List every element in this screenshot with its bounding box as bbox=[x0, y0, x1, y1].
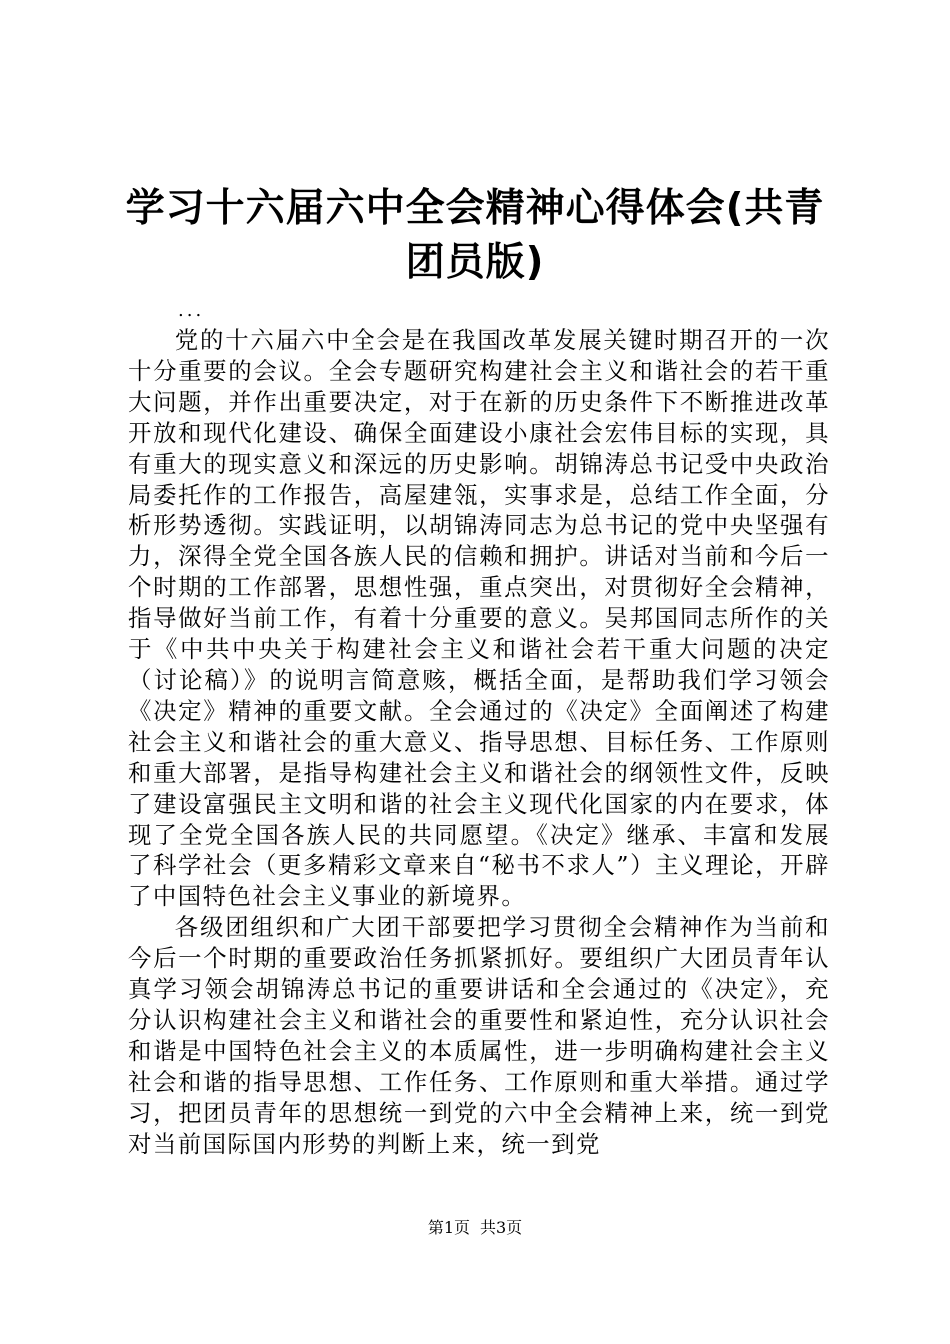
ellipsis-mark: ... bbox=[178, 300, 205, 321]
paragraph-1: 党的十六届六中全会是在我国改革发展关键时期召开的一次十分重要的会议。全会专题研究构建社会主义和谐社会的若干重大问题，并作出重要决定，对于在新的历史条件下不断推进改革开放和现代化建设、确保全面建设小康社会宏伟目标的实现，具有重大的现实意义和深远的历史影响。胡锦涛总书记受中央政治局委托作的工作报告，高屋建瓴，实事求是，总结工作全面，分析形势透彻。实践证明，以胡锦涛同志为总书记的党中央坚强有力，深得全党全国各族人民的信赖和拥护。讲话对当前和今后一个时期的工作部署，思想性强，重点突出，对贯彻好全会精神，指导做好当前工作，有着十分重要的意义。吴邦国同志所作的关于《中共中央关于构建社会主义和谐社会若干重大问题的决定（讨论稿）》的说明言简意赅，概括全面，是帮助我们学习领会《决定》精神的重要文献。全会通过的《决定》全面阐述了构建社会主义和谐社会的重大意义、指导思想、目标任务、工作原则和重大部署，是指导构建社会主义和谐社会的纲领性文件，反映了建设富强民主文明和谐的社会主义现代化国家的内在要求，体现了全党全国各族人民的共同愿望。《决定》继承、丰富和发展了科学社会（更多精彩文章来自“秘书不求人”）主义理论，开辟了中国特色社会主义事业的新境界。 bbox=[128, 326, 830, 911]
page-total: 共3页 bbox=[480, 1218, 523, 1237]
page-footer bbox=[0, 1218, 950, 1238]
document-body bbox=[128, 325, 830, 1159]
document-title: 学习十六届六中全会精神心得体会(共青团员版) bbox=[125, 186, 825, 285]
paragraph-2: 各级团组织和广大团干部要把学习贯彻全会精神作为当前和今后一个时期的重要政治任务抓紧抓好。要组织广大团员青年认真学习领会胡锦涛总书记的重要讲话和全会通过的《决定》，充分认识构建社会主义和谐社会的重要性和紧迫性，充分认识社会和谐是中国特色社会主义的本质属性，进一步明确构建社会主义社会和谐的指导思想、工作任务、工作原则和重大举措。通过学习，把团员青年的思想统一到党的六中全会精神上来，统一到党对当前国际国内形势的判断上来，统一到党 bbox=[128, 913, 830, 1158]
page-number: 第1页 bbox=[427, 1218, 470, 1237]
